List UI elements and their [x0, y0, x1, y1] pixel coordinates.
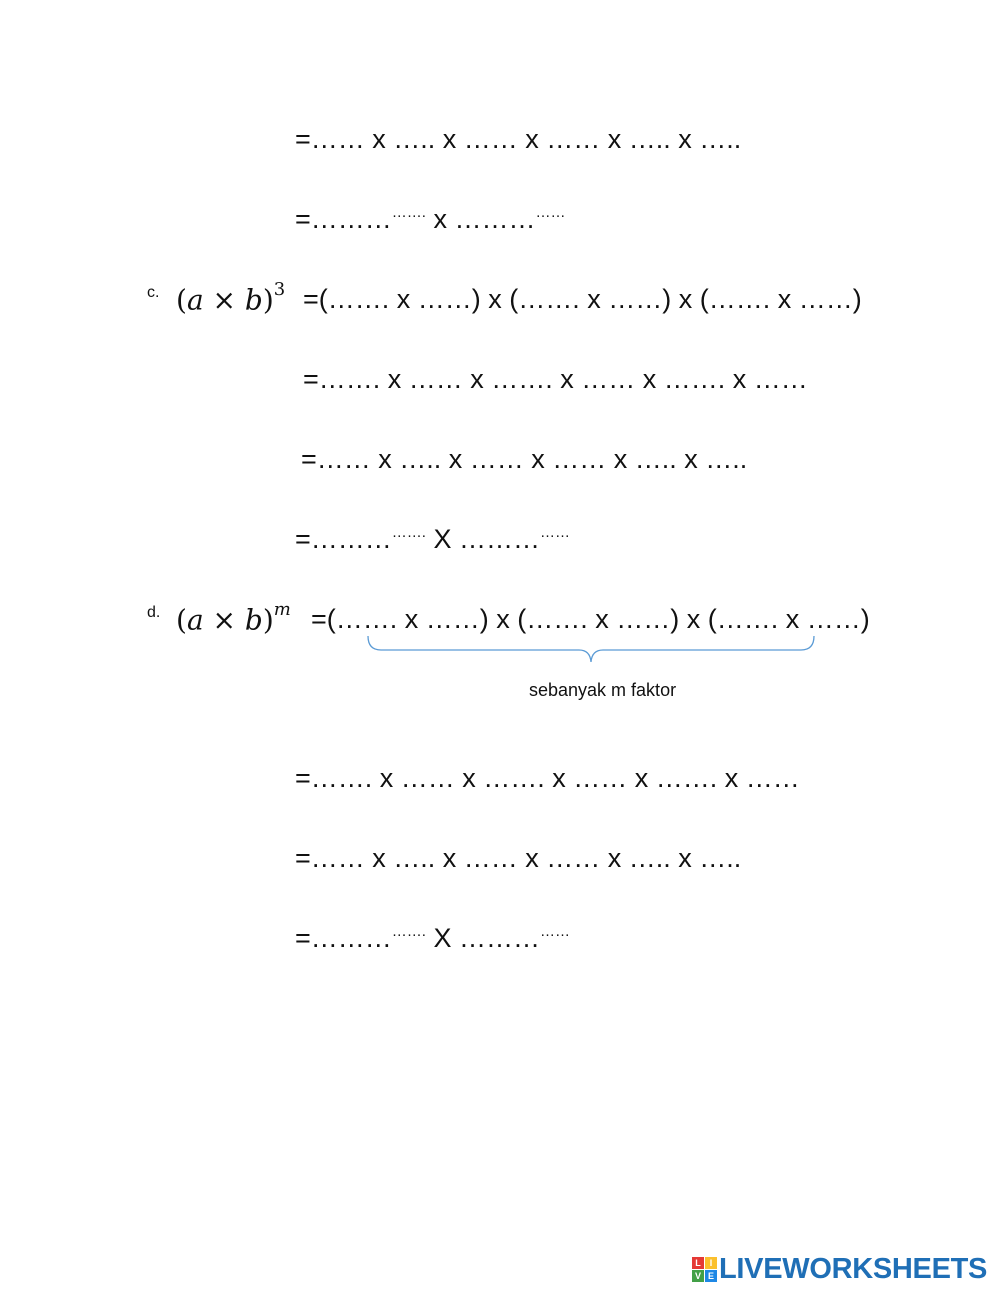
d-step-4-mid: X ………	[425, 923, 540, 953]
b-step-3-exp1: …….	[391, 204, 426, 221]
b-step-3-base1: =………	[295, 204, 392, 234]
item-c-label: c.	[147, 284, 160, 301]
logo-letter-v: V	[692, 1270, 704, 1282]
b-step-3	[295, 206, 565, 233]
logo-text: LIVEWORKSHEETS	[719, 1252, 988, 1285]
c-step-4-base1: =………	[295, 524, 392, 554]
c-step-4	[295, 526, 570, 553]
d-step-3: =…… x ….. x …… x …… x ….. x …..	[295, 843, 742, 873]
d-step-4-exp1: …….	[391, 923, 426, 940]
item-c-expression: $(a \times b)^3$	[176, 279, 286, 317]
c-step-1: =(……. x ……) x (……. x ……) x (……. x ……)	[303, 284, 862, 314]
logo-letter-l: L	[692, 1257, 704, 1269]
var-b: b	[244, 283, 263, 317]
c-step-4-exp2: ……	[539, 524, 570, 541]
d-step-4	[295, 925, 570, 952]
d-step-4-base1: =………	[295, 923, 392, 953]
liveworksheets-logo[interactable]	[692, 1254, 987, 1284]
logo-letter-i: I	[705, 1257, 717, 1269]
c-step-4-exp1: …….	[391, 524, 426, 541]
d-step-1: =(……. x ……) x (……. x ……) x (……. x ……)	[311, 604, 870, 634]
b-step-3-exp2: ……	[535, 204, 566, 221]
b-step-3-mid: x ………	[425, 204, 536, 234]
d-step-4-exp2: ……	[539, 923, 570, 940]
var-b: b	[244, 603, 263, 637]
item-d-expression: $(a \times b)^m$	[176, 599, 291, 637]
exponent: 3	[273, 279, 286, 300]
brace-caption: sebanyak m faktor	[529, 680, 677, 700]
c-step-2: =……. x …… x ……. x …… x ……. x ……	[303, 364, 808, 394]
logo-letter-e: E	[705, 1270, 717, 1282]
d-step-2: =……. x …… x ……. x …… x ……. x ……	[295, 763, 800, 793]
exponent: m	[273, 599, 291, 620]
var-a: a	[186, 283, 204, 317]
curly-brace	[367, 634, 815, 666]
var-a: a	[186, 603, 204, 637]
c-step-4-mid: X ………	[425, 524, 540, 554]
b-step-2: =…… x ….. x …… x …… x ….. x …..	[295, 124, 742, 154]
item-d-label: d.	[147, 604, 161, 621]
c-step-3: =…… x ….. x …… x …… x ….. x …..	[301, 444, 748, 474]
logo-icon	[692, 1257, 717, 1282]
